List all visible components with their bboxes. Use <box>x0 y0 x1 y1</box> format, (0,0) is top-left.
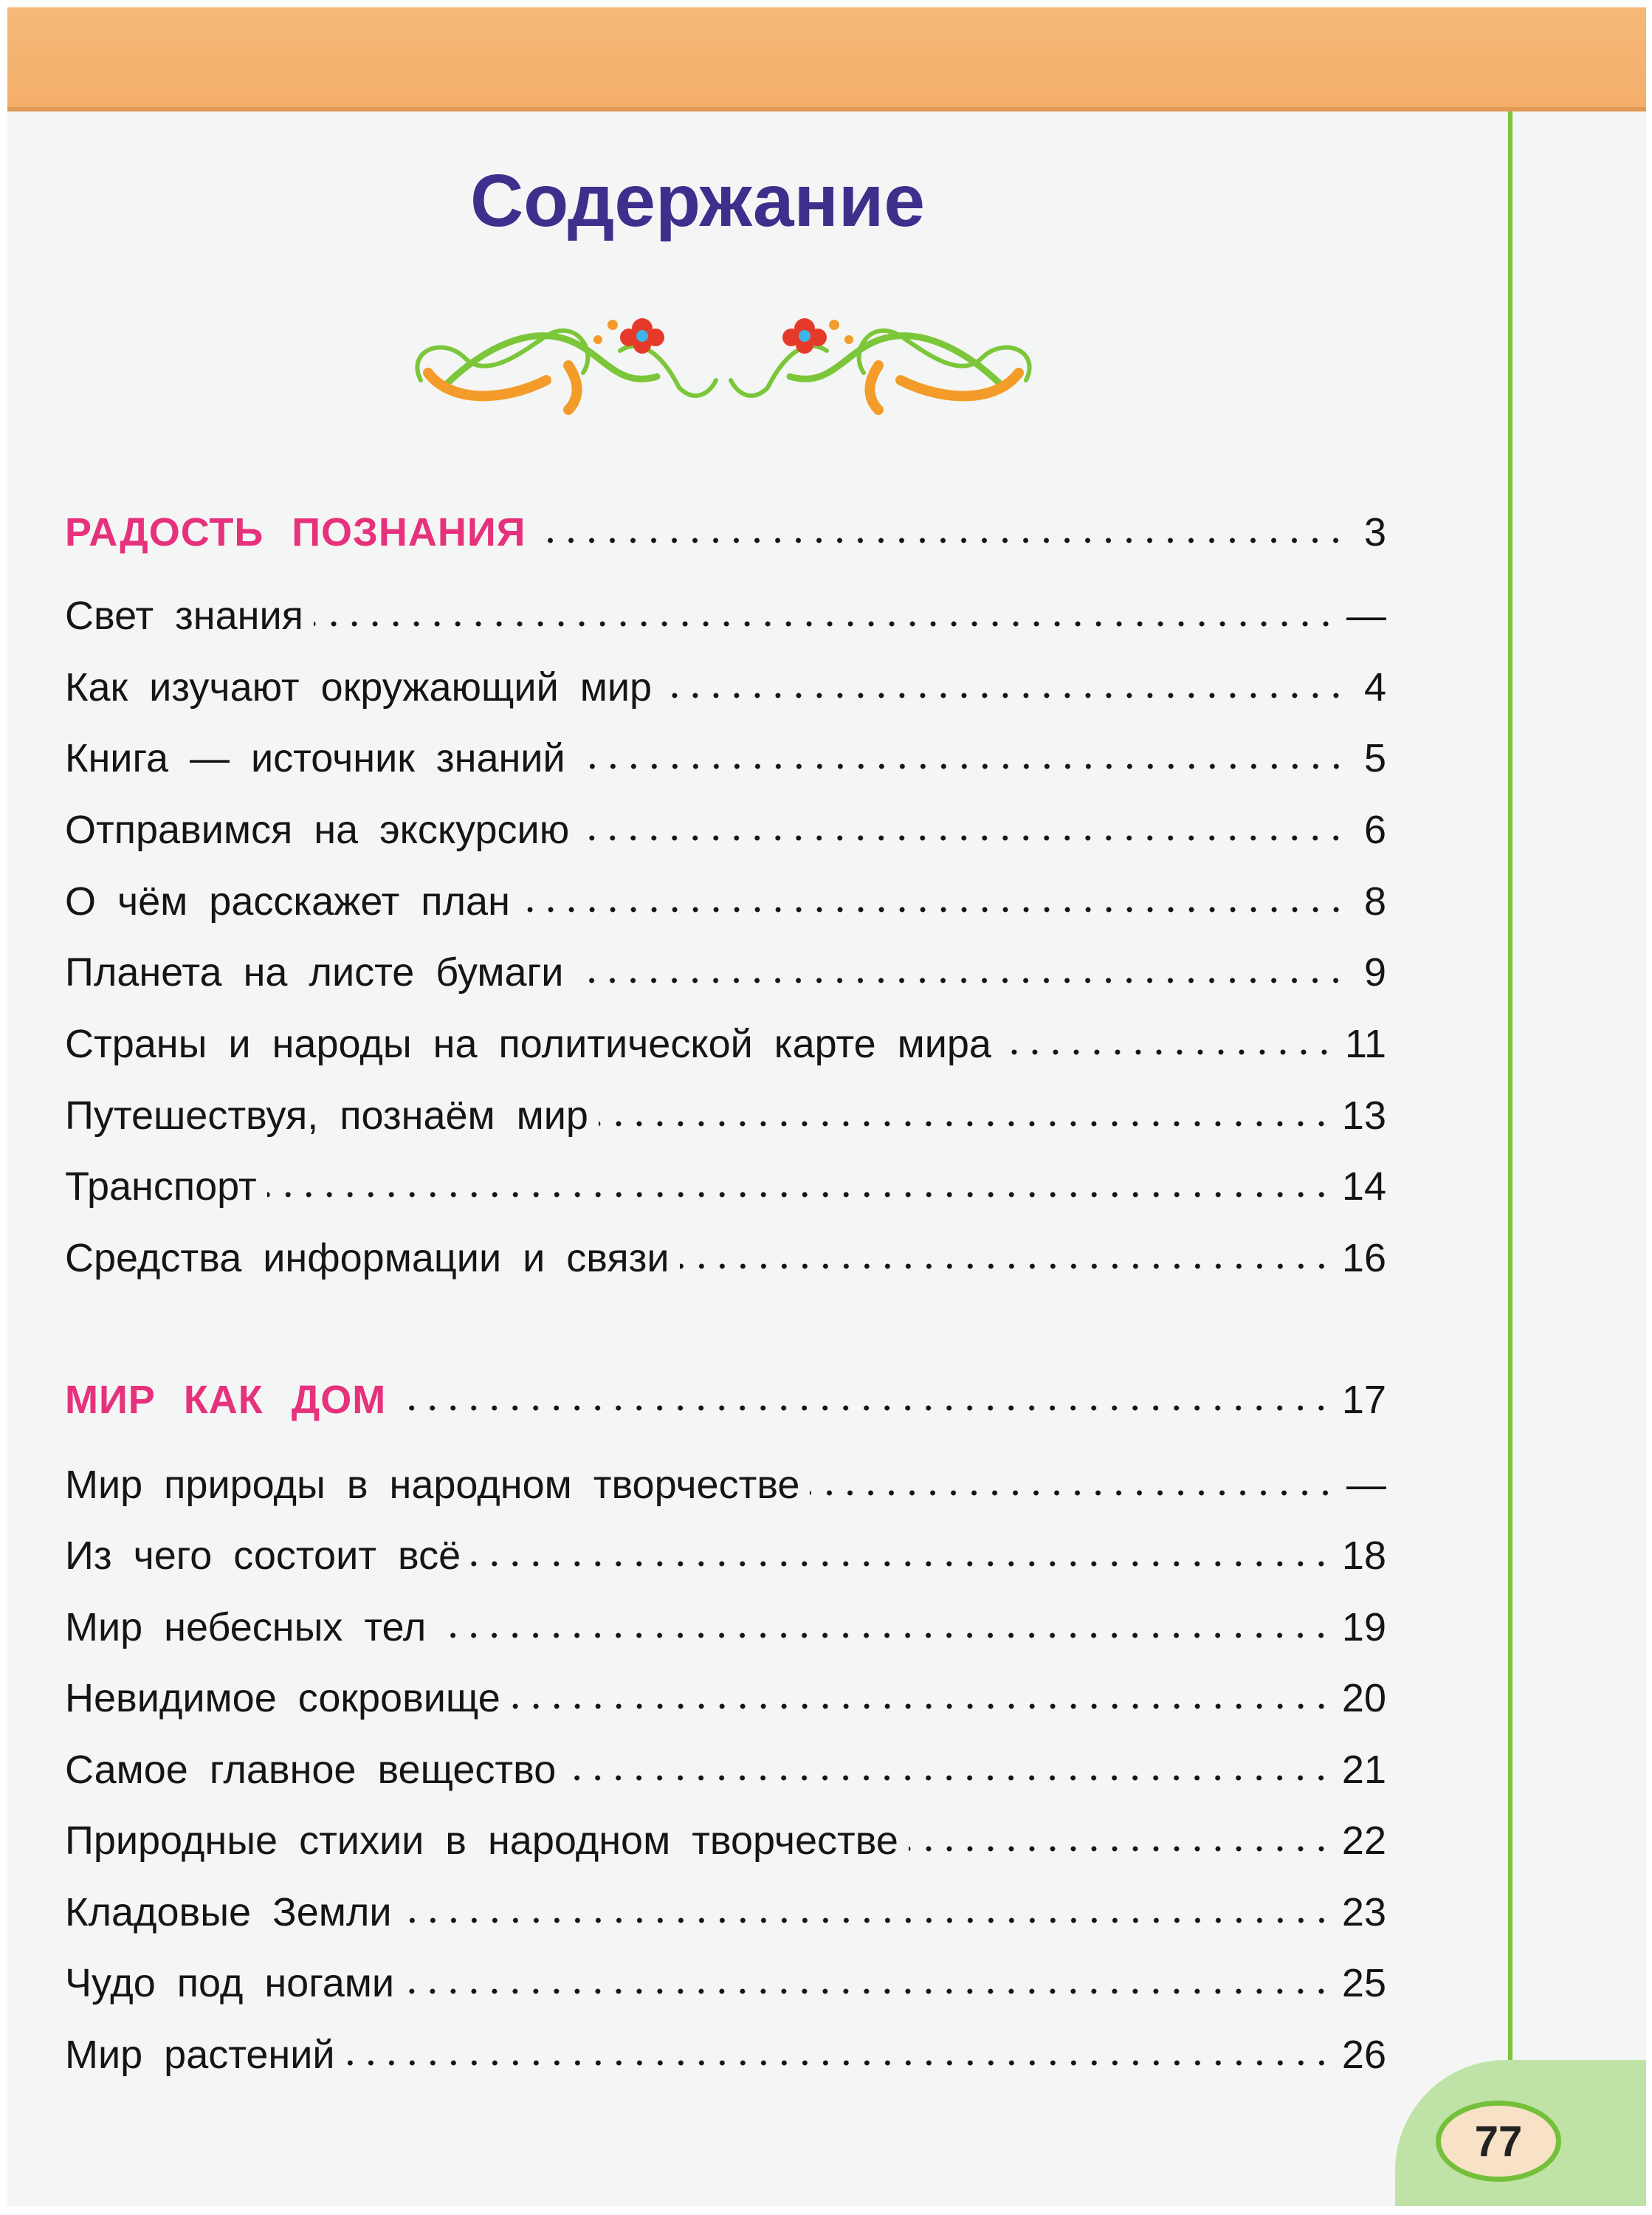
header-band <box>7 7 1646 111</box>
entry-title: Чудо под ногами <box>65 1961 395 2005</box>
page-ref: — <box>1346 594 1386 638</box>
toc-entry[interactable] <box>65 1021 1386 1073</box>
entry-title: Свет знания <box>65 594 303 638</box>
entry-title: Средства информации и связи <box>65 1236 670 1280</box>
toc-entry[interactable] <box>65 1889 1386 1941</box>
toc-section-heading[interactable] <box>65 509 1386 561</box>
book-page <box>7 7 1646 2206</box>
dot-leader <box>576 763 1346 770</box>
page-ref: 13 <box>1341 1093 1386 1138</box>
page-title: Содержание <box>469 159 926 242</box>
page-ref: 26 <box>1341 2033 1386 2077</box>
page-ref: 3 <box>1363 510 1386 554</box>
section-title: МИР КАК ДОМ <box>65 1378 387 1422</box>
page-ref: 6 <box>1363 808 1386 852</box>
entry-title: О чём расскажет план <box>65 879 510 924</box>
toc-entry[interactable] <box>65 879 1386 930</box>
page-ref: 5 <box>1363 736 1386 780</box>
page-number: 77 <box>1436 2101 1561 2182</box>
dot-leader <box>267 1191 1332 1198</box>
dot-leader <box>566 1774 1332 1782</box>
page-ref: 20 <box>1341 1676 1386 1720</box>
dot-leader <box>402 1917 1332 1924</box>
toc-entry[interactable] <box>65 2032 1386 2084</box>
dot-leader <box>436 1632 1332 1639</box>
toc-entry[interactable] <box>65 1462 1386 1514</box>
dot-leader <box>314 620 1336 628</box>
dot-leader <box>396 1404 1332 1412</box>
entry-title: Планета на листе бумаги <box>65 950 564 995</box>
entry-title: Мир небесных тел <box>65 1605 427 1649</box>
dot-leader <box>1002 1048 1335 1056</box>
entry-title: Невидимое сокровище <box>65 1676 500 1720</box>
toc-entry[interactable] <box>65 1747 1386 1799</box>
page-ref: 4 <box>1363 665 1386 710</box>
dot-leader <box>662 692 1346 699</box>
dot-leader <box>680 1263 1332 1270</box>
dot-leader <box>574 977 1346 984</box>
dot-leader <box>579 834 1346 842</box>
page-ref: 14 <box>1341 1164 1386 1209</box>
toc-entry[interactable] <box>65 664 1386 716</box>
page-ref: 23 <box>1341 1890 1386 1934</box>
toc-entry[interactable] <box>65 949 1386 1001</box>
entry-title: Книга — источник знаний <box>65 736 565 780</box>
page-ref: 19 <box>1341 1605 1386 1649</box>
toc-entry[interactable] <box>65 1604 1386 1656</box>
margin-line <box>1508 111 1512 2112</box>
page-ref: 22 <box>1341 1819 1386 1863</box>
entry-title: Путешествуя, познаём мир <box>65 1093 588 1138</box>
entry-title: Отправимся на экскурсию <box>65 808 570 852</box>
toc-entry[interactable] <box>65 1164 1386 1215</box>
entry-title: Природные стихии в народном творчестве <box>65 1819 898 1863</box>
entry-title: Мир природы в народном творчестве <box>65 1463 800 1507</box>
page-ref: 18 <box>1341 1534 1386 1578</box>
toc-entry[interactable] <box>65 1093 1386 1144</box>
entry-title: Как изучают окружающий мир <box>65 665 653 710</box>
toc-entry[interactable] <box>65 1818 1386 1869</box>
toc-section-heading[interactable] <box>65 1377 1386 1429</box>
entry-title: Из чего состоит всё <box>65 1534 461 1578</box>
toc-entry[interactable] <box>65 1533 1386 1584</box>
page-ref: 8 <box>1363 879 1386 924</box>
entry-title: Кладовые Земли <box>65 1890 392 1934</box>
entry-title: Мир растений <box>65 2033 335 2077</box>
dot-leader <box>909 1845 1332 1852</box>
entry-title: Страны и народы на политической карте мира <box>65 1022 991 1066</box>
entry-title: Самое главное вещество <box>65 1748 557 1792</box>
toc-entry[interactable] <box>65 735 1386 787</box>
toc-entry[interactable] <box>65 1235 1386 1287</box>
dot-leader <box>511 1703 1332 1710</box>
dot-leader <box>599 1120 1332 1127</box>
toc-entry[interactable] <box>65 1675 1386 1727</box>
floral-ornament-icon <box>399 306 1048 417</box>
dot-leader <box>520 906 1346 913</box>
page-ref: 11 <box>1344 1022 1386 1066</box>
page-ref: — <box>1346 1463 1386 1507</box>
page-ref: 16 <box>1341 1236 1386 1280</box>
section-title: РАДОСТЬ ПОЗНАНИЯ <box>65 510 526 554</box>
page-ref: 17 <box>1341 1378 1386 1422</box>
page-ref: 21 <box>1341 1748 1386 1792</box>
dot-leader <box>345 2059 1332 2067</box>
dot-leader <box>471 1560 1332 1567</box>
entry-title: Транспорт <box>65 1164 257 1209</box>
dot-leader <box>810 1489 1336 1497</box>
page-ref: 25 <box>1341 1961 1386 2005</box>
dot-leader <box>536 537 1346 544</box>
toc-entry[interactable] <box>65 1960 1386 2012</box>
toc-entry[interactable] <box>65 593 1386 645</box>
toc-entry[interactable] <box>65 807 1386 859</box>
page-ref: 9 <box>1363 950 1386 995</box>
dot-leader <box>405 1988 1332 1995</box>
